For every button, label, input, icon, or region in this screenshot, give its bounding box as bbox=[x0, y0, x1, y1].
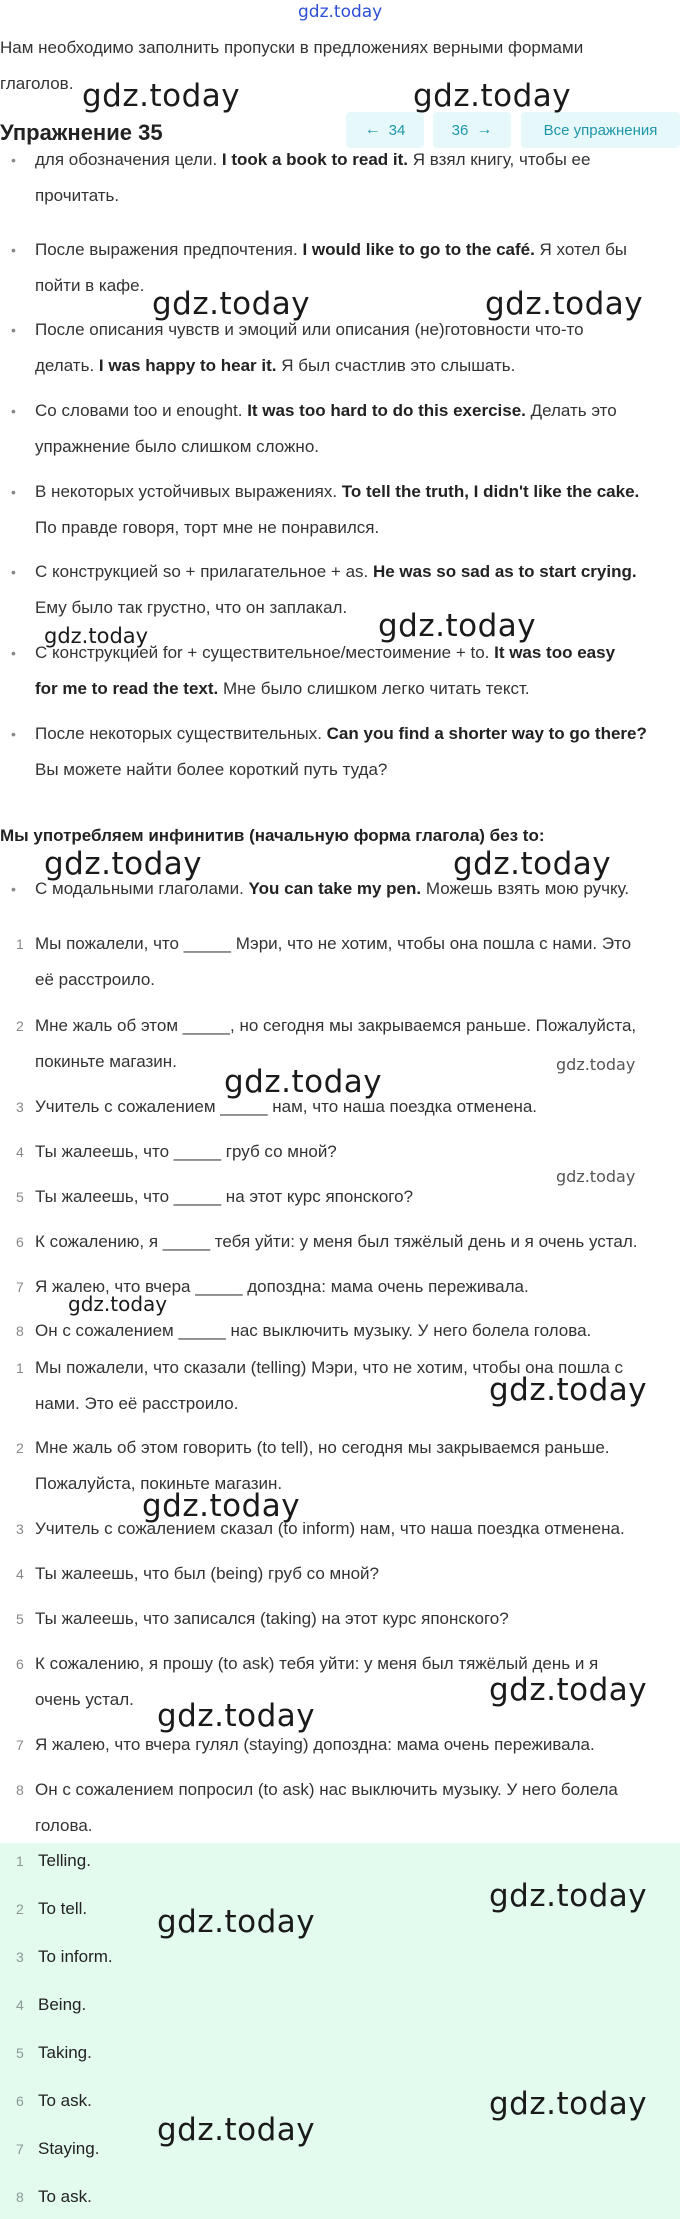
watermark: gdz.today bbox=[157, 1904, 316, 1940]
watermark: gdz.today bbox=[44, 624, 149, 648]
watermark: gdz.today bbox=[556, 1055, 636, 1074]
answers-panel: 1 Telling. 2 To tell. 3 To inform. 4 Being. 5 Taking. 6 To ask. 7 Staying. 8 To ask. bbox=[0, 1843, 680, 2219]
watermark: gdz.today bbox=[453, 846, 612, 882]
watermark: gdz.today bbox=[413, 78, 572, 114]
watermark: gdz.today bbox=[489, 1672, 648, 1708]
watermark: gdz.today bbox=[82, 78, 241, 114]
watermark: gdz.today bbox=[489, 2086, 648, 2122]
arrow-right-icon: → bbox=[476, 121, 493, 138]
all-exercises-label: Все упражнения bbox=[543, 121, 658, 139]
watermark: gdz.today bbox=[378, 608, 537, 644]
intro-line: Нам необходимо заполнить пропуски в предложениях верными формами bbox=[0, 38, 584, 57]
next-exercise-label: 36 bbox=[451, 121, 469, 139]
watermark: gdz.today bbox=[157, 2112, 316, 2148]
section-title: Мы употребляем инфинитив (начальную форма глагола) без to: bbox=[0, 826, 545, 845]
watermark: gdz.today bbox=[224, 1064, 383, 1100]
watermark: gdz.today bbox=[157, 1698, 316, 1734]
watermark: gdz.today bbox=[44, 846, 203, 882]
exercise-title: Упражнение 35 bbox=[0, 120, 163, 145]
watermark: gdz.today bbox=[489, 1372, 648, 1408]
intro-text bbox=[0, 30, 680, 102]
watermark: gdz.today bbox=[556, 1167, 636, 1186]
watermark: gdz.today bbox=[485, 286, 644, 322]
watermark: gdz.today bbox=[68, 1292, 168, 1316]
watermark: gdz.today bbox=[298, 2, 383, 22]
arrow-left-icon: ← bbox=[364, 121, 381, 138]
watermark: gdz.today bbox=[489, 1878, 648, 1914]
watermark: gdz.today bbox=[142, 1488, 301, 1524]
intro-line: глаголов. bbox=[0, 74, 74, 93]
prev-exercise-label: 34 bbox=[388, 121, 406, 139]
watermark: gdz.today bbox=[152, 286, 311, 322]
